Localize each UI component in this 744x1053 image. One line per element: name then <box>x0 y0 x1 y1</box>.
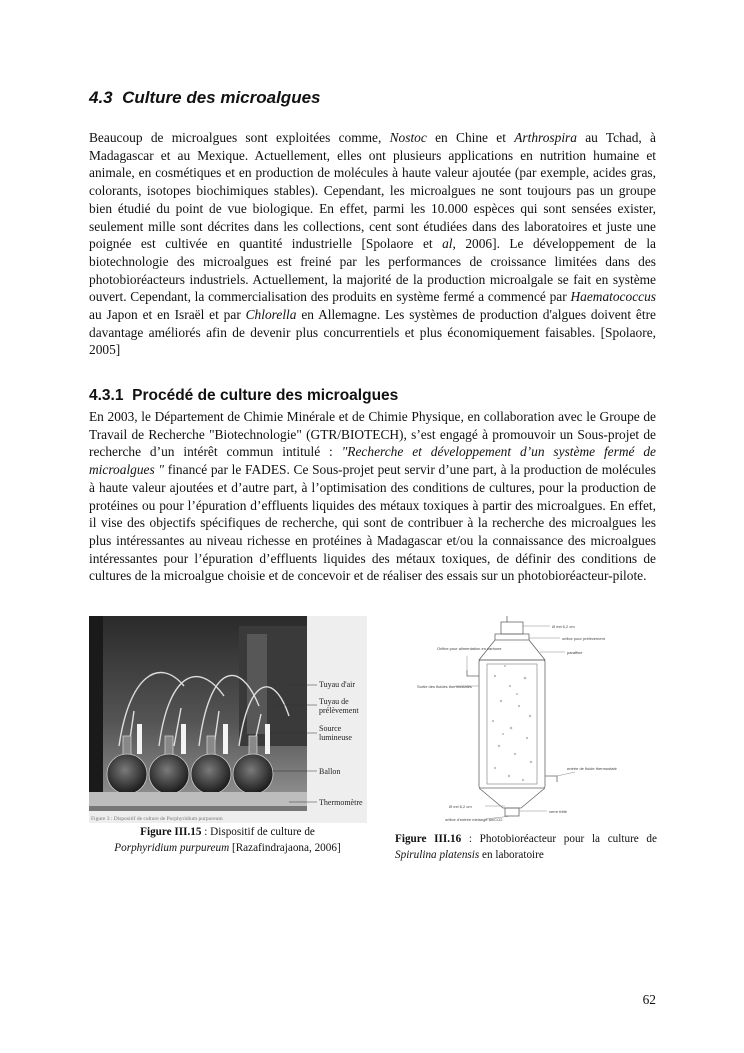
paragraph-procede <box>89 408 656 585</box>
label-sampling-port: orifice pour prélèvement <box>562 636 605 641</box>
caption-text-end: en laboratoire <box>479 849 544 861</box>
label-diameter-top: Ø ext 6,2 cm <box>552 624 575 629</box>
section-title: Culture des microalgues <box>122 88 321 107</box>
caption-text: : Dispositif de culture de <box>201 826 315 838</box>
text-run: en Allemagne. Les systèmes de production d'algues doivent être davantage améliorés afin de devenir plus concurrentiels et plus économiquement faisables. [Spolaore, 2005] <box>89 307 656 358</box>
italic-run: Chlorella <box>245 307 297 323</box>
text-run: au Tchad, à Madagascar et au Mexique. Actuellement, elles ont plusieurs applications en nutrition humaine et animale, en cosmétiques et en production de molécules à haute valeur ajoutée (par exemple, acides gras, colorants, isotopes biochimiques stables). Cependant, les microalgues ne sont toujours pas un groupe bien étudié du point de vue biologique. En effet, parmi les 10.000 espèces qui sont sensées exister, seulement mille sont décrites dans les collections, cent sont étudiées dans des laboratoires et juste une poignée est cultivée en quantité industrielle [Spolaore et <box>89 130 656 252</box>
section-number: 4.3 <box>89 88 113 107</box>
figure-15-caption <box>90 824 365 856</box>
italic-run: Haematococcus <box>570 289 656 305</box>
label-fritted-glass: verre fritté <box>549 809 568 814</box>
subsection-heading <box>89 387 398 405</box>
caption-text: : Photobioréacteur pour la culture de <box>461 833 657 845</box>
italic-run: "Recherche et développement d’un système fermé de microalgues " <box>89 444 656 478</box>
text-run: En 2003, le Département de Chimie Minérale et de Chimie Physique, en collaboration avec le Groupe de Travail de Recherche "Biotechnologie" (GTR/BIOTECH), s’est engagé à promouvoir un Sous-projet de recherche d’un intérêt commun intitulé : <box>89 409 656 460</box>
italic-run: Nostoc <box>389 130 427 145</box>
text-run: , 2006]. Le développement de la biotechnologie des microalgues est freiné par les performances de croissance limitées dans des photobioréacteurs industriels. Actuellement, la majorité de la production microalgale se fait en système ouvert. Cependant, la commercialisation des produits en système fermé a commencé par <box>89 236 656 305</box>
text-run: Beaucoup de microalgues sont exploitées comme, <box>89 130 390 145</box>
italic-run: al <box>442 236 453 252</box>
caption-number: Figure III.16 <box>395 833 462 845</box>
label-fluid-inlet: entrée de fluide thermostaté <box>567 766 617 771</box>
label-prelevement: prélèvement <box>319 706 359 715</box>
caption-reference: [Razafindrajaona, 2006] <box>229 842 341 854</box>
text-run: financé par le FADES. Ce Sous-projet peut servir d’une part, à la production de molécules à haute valeur ajoutées et d’autre part, à l’optimisation des conditions de cultures, pour la production de protéines ou pour l’épuration d’effluents liquides des métaux toxiques à partir des microalgues. En effet, il vise des objectifs spécifiques de recherche, qui sont de contribuer à la recherche des microalgues les plus intéressantes au niveau richesse en protéines à Madagascar et/ou la connaissance des microalgues intéressantes pour l’épuration d’effluents liquides des métaux toxiques, de définir des conditions de cultures de la microalgue choisie et de concevoir et de réaliser des essais sur un photobioréacteur-pilote. <box>89 462 656 584</box>
photobioreactor-diagram <box>415 616 637 823</box>
label-fluid-outlet: Sortie des fluides thermostatés <box>417 684 472 689</box>
label-paraffine: paraffine <box>567 650 583 655</box>
label-ballon: Ballon <box>319 767 341 776</box>
culture-apparatus-photo <box>89 616 367 823</box>
figure-16-caption <box>395 831 657 863</box>
label-gas-inlet: orifice d'entrée mélange air/CO2 <box>445 817 503 822</box>
text-run: en Chine et <box>426 130 515 145</box>
label-diameter-bottom: Ø ext 6,2 cm <box>449 804 472 809</box>
label-thermometre: Thermomètre <box>319 798 363 807</box>
subsection-title: Procédé de culture des microalgues <box>132 387 399 404</box>
caption-species: Porphyridium purpureum <box>114 842 230 854</box>
caption-species: Spirulina platensis <box>395 849 480 861</box>
caption-number: Figure III.15 <box>140 826 202 838</box>
label-carbon-inlet: Orifice pour alimentation en carbone <box>437 646 502 651</box>
label-source: Source <box>319 724 342 733</box>
page-number: 62 <box>642 992 656 1007</box>
photo-inner-caption: Figure 3 : Dispositif de culture de Porphyridium purpureum <box>91 816 223 822</box>
label-tuyau-de: Tuyau de <box>319 697 349 706</box>
label-lumineuse: lumineuse <box>319 733 352 742</box>
italic-run: Arthrospira <box>514 130 577 145</box>
label-tuyau-air: Tuyau d'air <box>319 680 356 689</box>
section-heading <box>89 88 320 108</box>
text-run: au Japon et en Israël et par <box>89 307 246 323</box>
subsection-number: 4.3.1 <box>89 387 124 404</box>
paragraph-intro <box>89 129 656 359</box>
